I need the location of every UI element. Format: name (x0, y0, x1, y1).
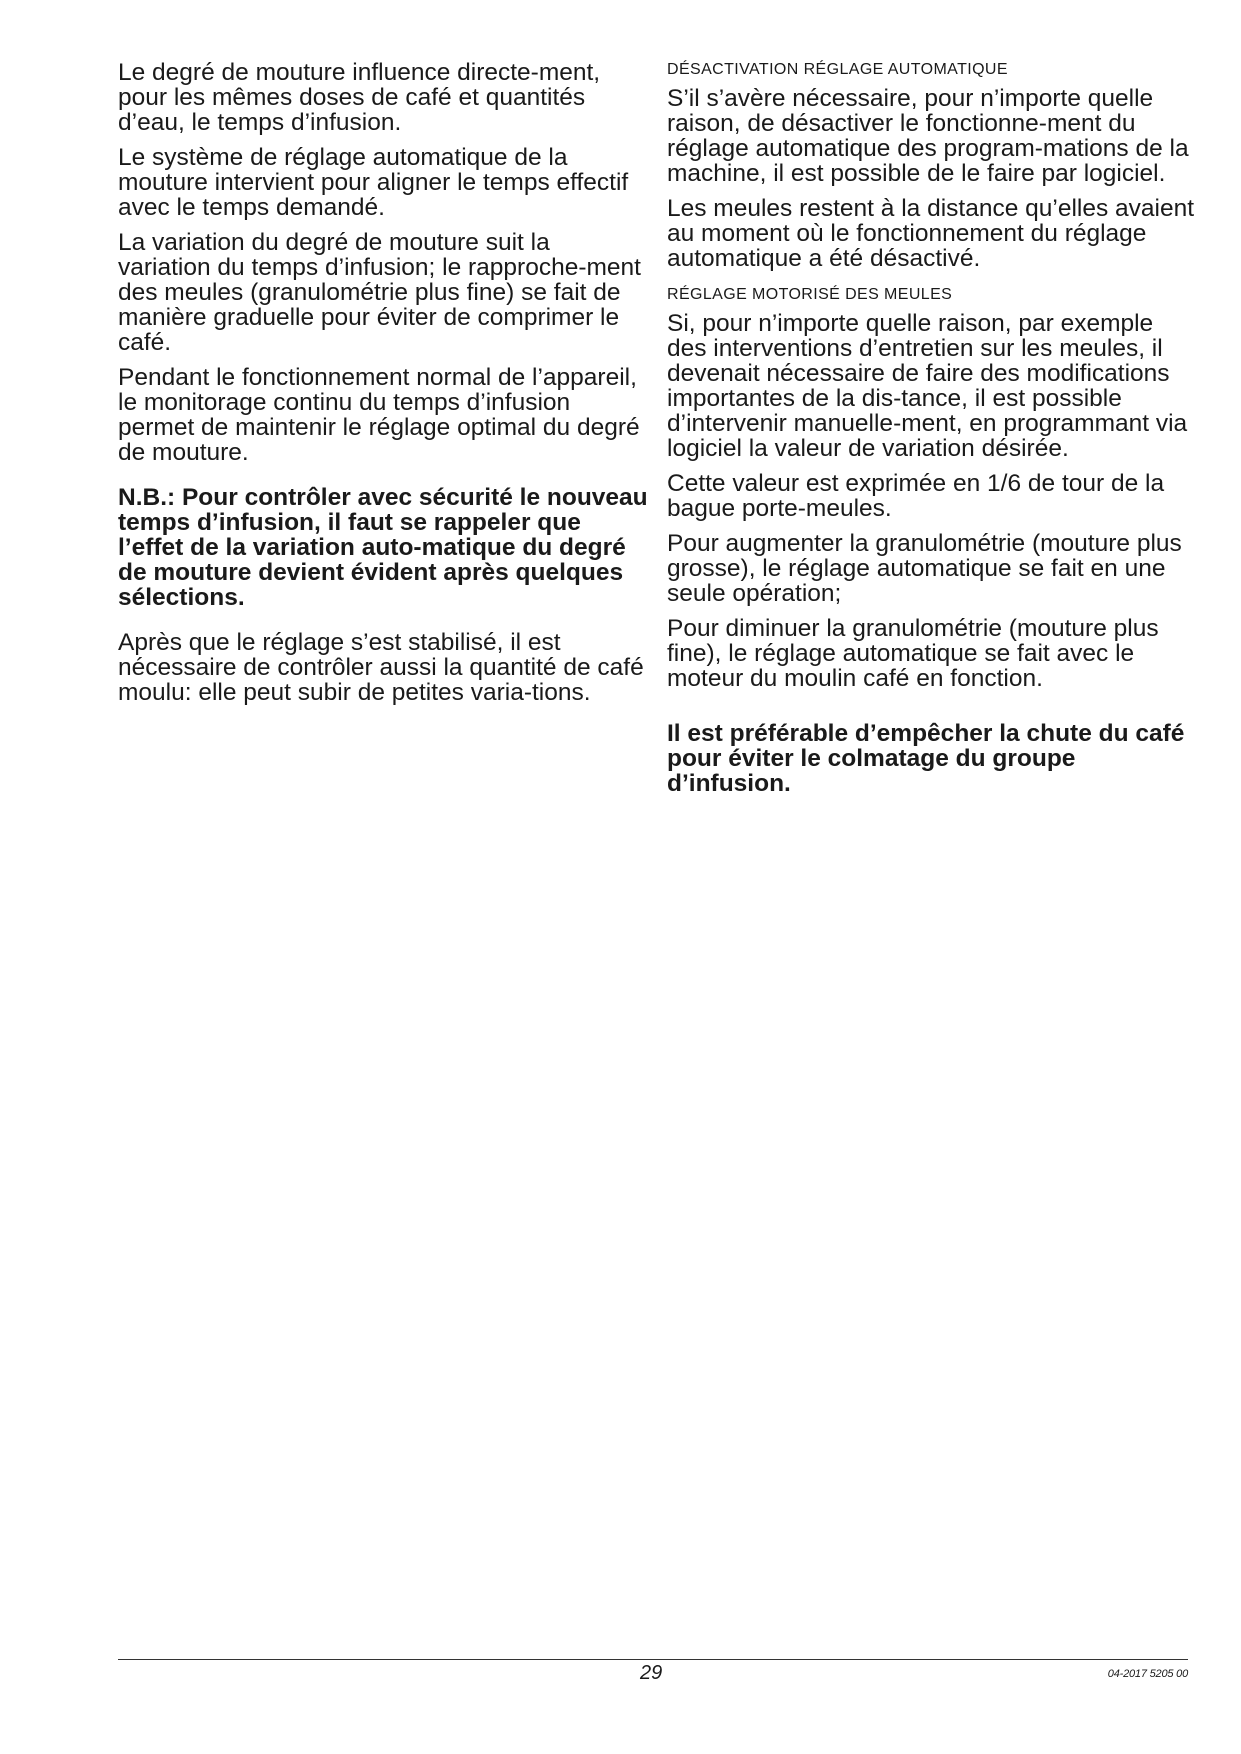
paragraph: Le système de réglage automatique de la mouture intervient pour aligner le temps effectif avec le temps demandé. (118, 144, 629, 221)
paragraph: Après que le réglage s’est stabilisé, il est nécessaire de contrôler aussi la quantité de café moulu: elle peut subir de petites varia-tions. (118, 629, 644, 706)
left-column (118, 60, 648, 715)
right-column (667, 60, 1197, 816)
note-paragraph: N.B.: Pour contrôler avec sécurité le nouveau temps d’infusion, il faut se rappeler que l’effet de la variation auto-matique du degré de mouture devient évident après quelques sélections. (118, 484, 648, 611)
paragraph: Pendant le fonctionnement normal de l’appareil, le monitorage continu du temps d’infusion permet de maintenir le réglage optimal du degré de mouture. (118, 364, 640, 466)
document-code: 04-2017 5205 00 (1107, 1668, 1188, 1680)
paragraph: S’il s’avère nécessaire, pour n’importe quelle raison, de désactiver le fonctionne-ment du réglage automatique des program-mations de la machine, il est possible de le faire par logiciel. (667, 85, 1189, 187)
footer-divider (118, 1659, 1188, 1660)
section-heading: RÉGLAGE MOTORISÉ DES MEULES (667, 286, 953, 303)
note-paragraph: Il est préférable d’empêcher la chute du café pour éviter le colmatage du groupe d’infusion. (667, 720, 1185, 797)
paragraph: Cette valeur est exprimée en 1/6 de tour de la bague porte-meules. (667, 470, 1165, 522)
paragraph: Pour augmenter la granulométrie (mouture plus grosse), le réglage automatique se fait en une seule opération; (667, 530, 1182, 607)
section-heading: DÉSACTIVATION RÉGLAGE AUTOMATIQUE (667, 61, 1008, 78)
paragraph: Pour diminuer la granulométrie (mouture plus fine), le réglage automatique se fait avec le moteur du moulin café en fonction. (667, 615, 1159, 692)
paragraph: Si, pour n’importe quelle raison, par exemple des interventions d’entretien sur les meules, il devenait nécessaire de faire des modifications importantes de la dis-tance, il est possible d’intervenir manuelle-ment, en programmant via logiciel la valeur de variation désirée. (667, 310, 1188, 462)
paragraph: Le degré de mouture influence directe-ment, pour les mêmes doses de café et quantités d’eau, le temps d’infusion. (118, 59, 601, 136)
paragraph: La variation du degré de mouture suit la variation du temps d’infusion; le rapproche-ment des meules (granulométrie plus fine) se fait de manière graduelle pour éviter de comprimer le café. (118, 229, 641, 356)
paragraph: Les meules restent à la distance qu’elles avaient au moment où le fonctionnement du réglage automatique a été désactivé. (667, 195, 1195, 272)
page-number: 29 (640, 1662, 663, 1684)
